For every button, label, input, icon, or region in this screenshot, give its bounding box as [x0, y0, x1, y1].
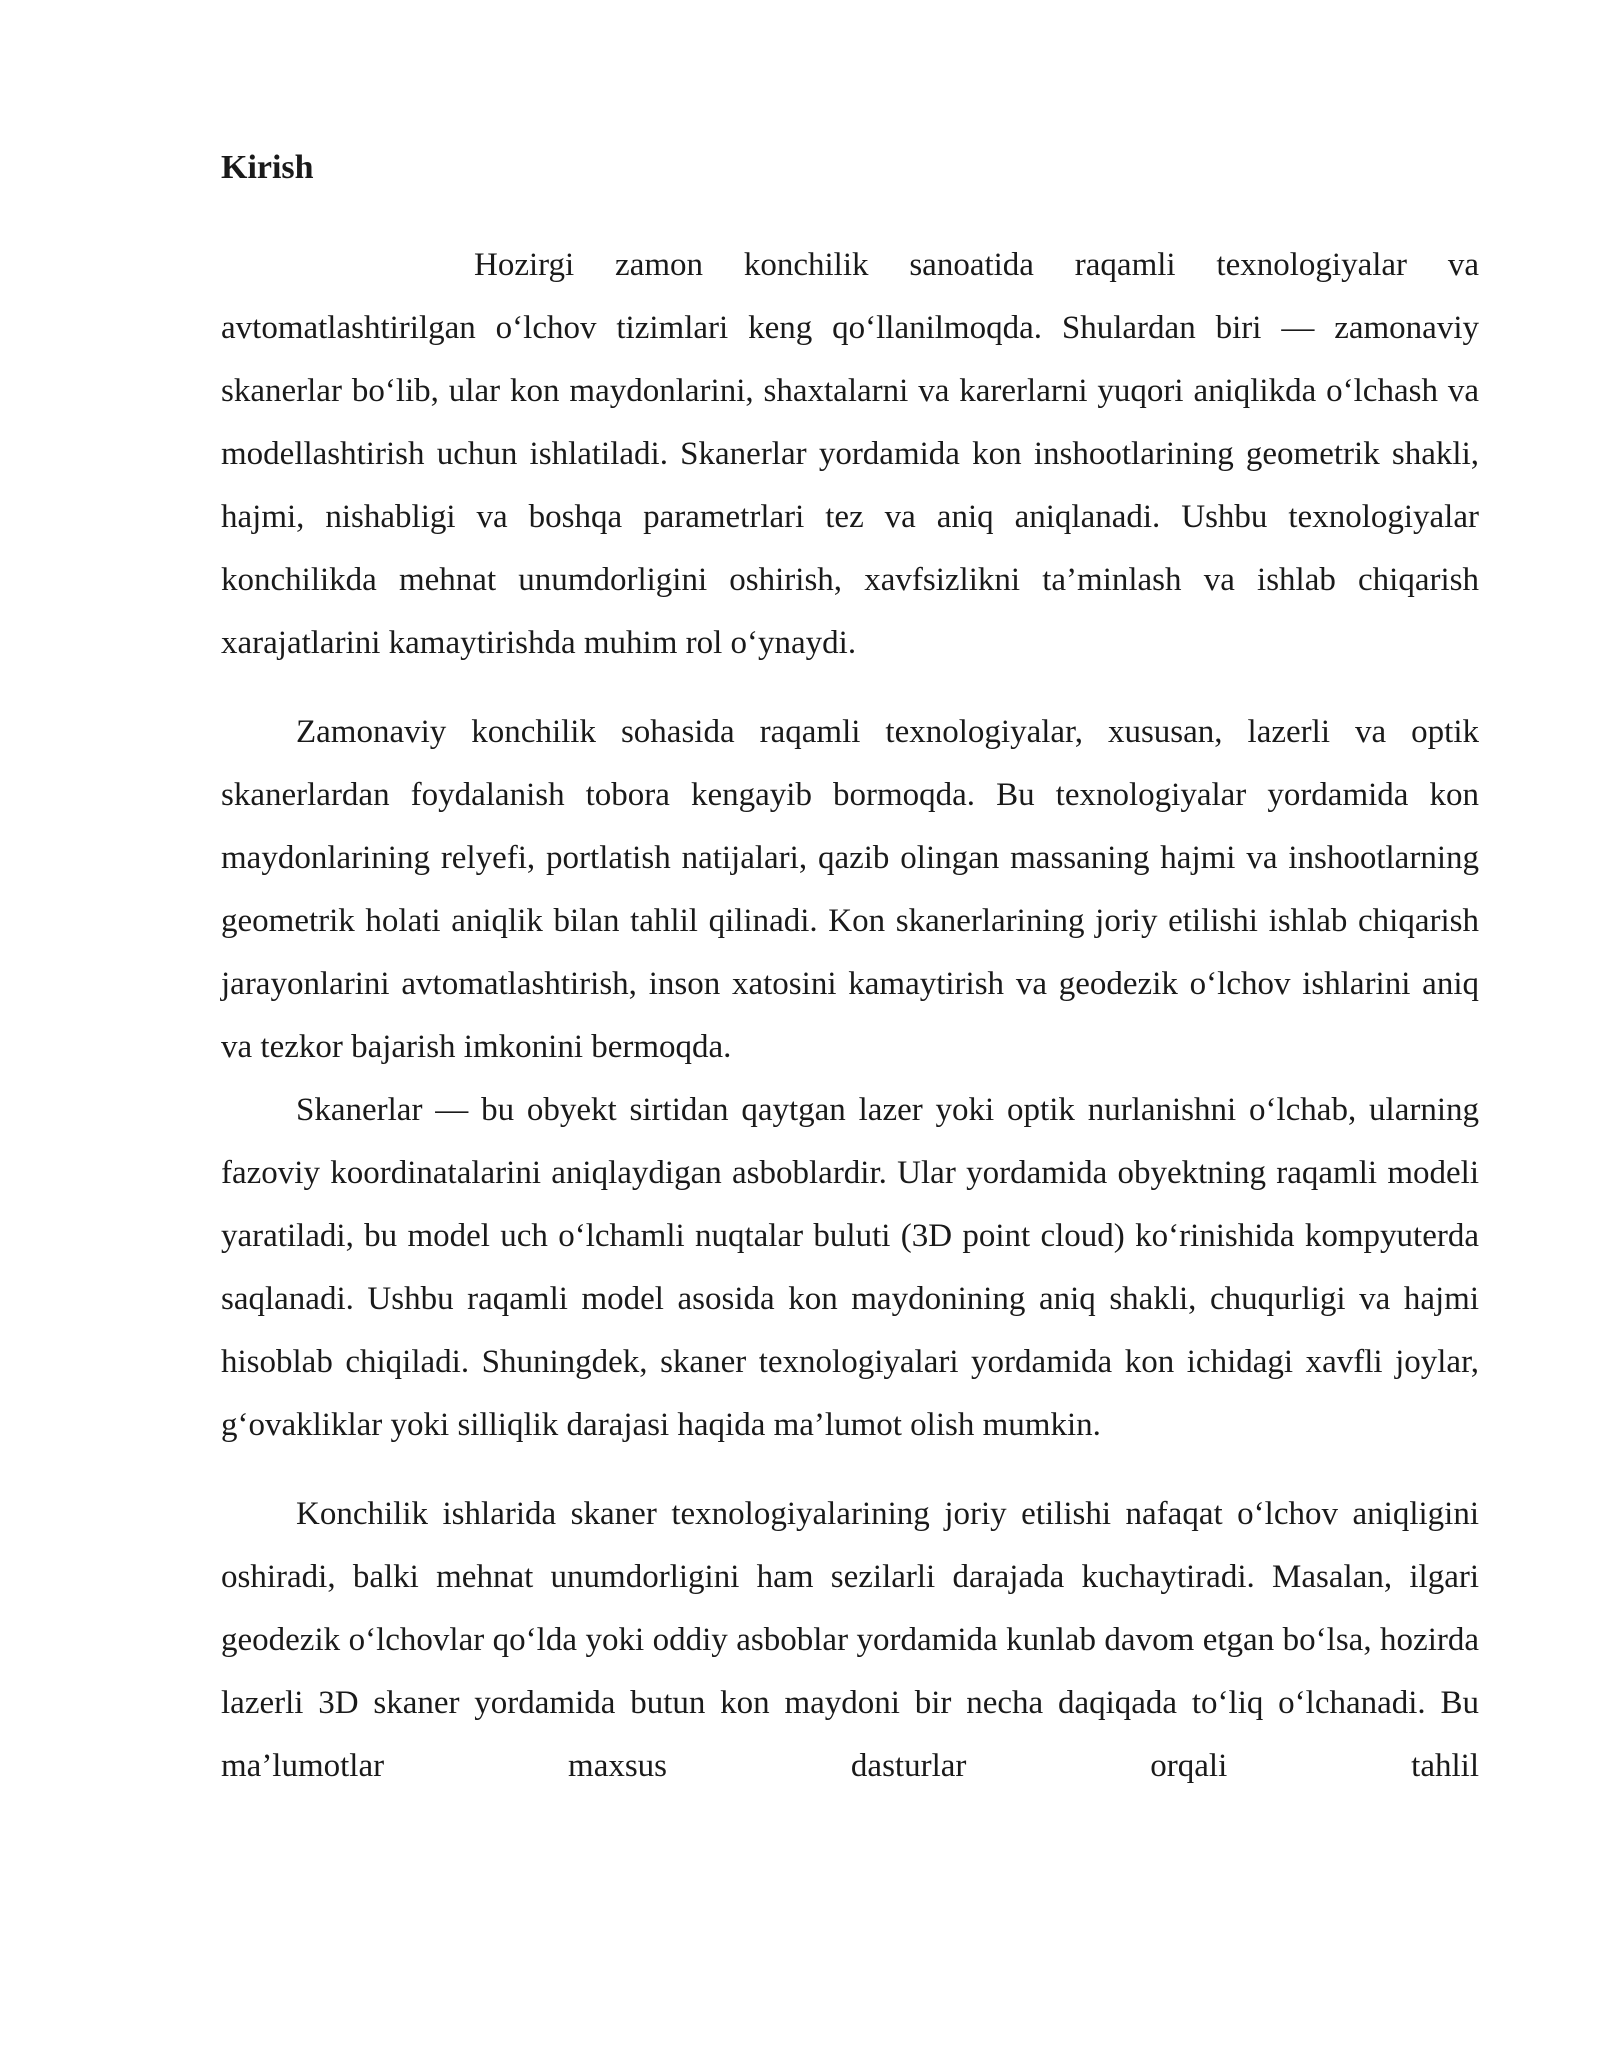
- section-heading: Kirish: [221, 149, 314, 186]
- paragraph-digital-technologies: Zamonaviy konchilik sohasida raqamli texnologiyalar, xususan, lazerli va optik skanerlardan foydalanish tobora kengayib bormoqda. Bu texnologiyalar yordamida kon maydonlarining relyefi, portlatish natijalari, qazib olingan massaning hajmi va inshootlarning geometrik holati aniqlik bilan tahlil qilinadi. Kon skanerlarining joriy etilishi ishlab chiqarish jarayonlarini avtomatlashtirish, inson xatosini kamaytirish va geodezik o‘lchov ishlarini aniq va tezkor bajarish imkonini bermoqda.: [221, 714, 1479, 1065]
- document-body: [221, 142, 1479, 1798]
- paragraph-productivity: Konchilik ishlarida skaner texnologiyalarining joriy etilishi nafaqat o‘lchov aniqligini oshiradi, balki mehnat unumdorligini ham sezilarli darajada kuchaytiradi. Masalan, ilgari geodezik o‘lchovlar qo‘lda yoki oddiy asboblar yordamida kunlab davom etgan bo‘lsa, hozirda lazerli 3D skaner yordamida butun kon maydoni bir necha daqiqada to‘liq o‘lchanadi. Bu ma’lumotlar maxsus dasturlar orqali tahlil: [221, 1496, 1479, 1784]
- paragraph-intro: Hozirgi zamon konchilik sanoatida raqamli texnologiyalar va avtomatlashtirilgan o‘lchov tizimlari keng qo‘llanilmoqda. Shulardan biri — zamonaviy skanerlar bo‘lib, ular kon maydonlarini, shaxtalarni va karerlarni yuqori aniqlikda o‘lchash va modellashtirish uchun ishlatiladi. Skanerlar yordamida kon inshootlarining geometrik shakli, hajmi, nishabligi va boshqa parametrlari tez va aniq aniqlanadi. Ushbu texnologiyalar konchilikda mehnat unumdorligini oshirish, xavfsizlikni ta’minlash va ishlab chiqarish xarajatlarini kamaytirishda muhim rol o‘ynaydi.: [221, 247, 1479, 661]
- paragraph-scanner-definition: Skanerlar — bu obyekt sirtidan qaytgan lazer yoki optik nurlanishni o‘lchab, ularning fazoviy koordinatalarini aniqlaydigan asboblardir. Ular yordamida obyektning raqamli modeli yaratiladi, bu model uch o‘lchamli nuqtalar buluti (3D point cloud) ko‘rinishida kompyuterda saqlanadi. Ushbu raqamli model asosida kon maydonining aniq shakli, chuqurligi va hajmi hisoblab chiqiladi. Shuningdek, skaner texnologiyalari yordamida kon ichidagi xavfli joylar, g‘ovakliklar yoki silliqlik darajasi haqida ma’lumot olish mumkin.: [221, 1092, 1479, 1443]
